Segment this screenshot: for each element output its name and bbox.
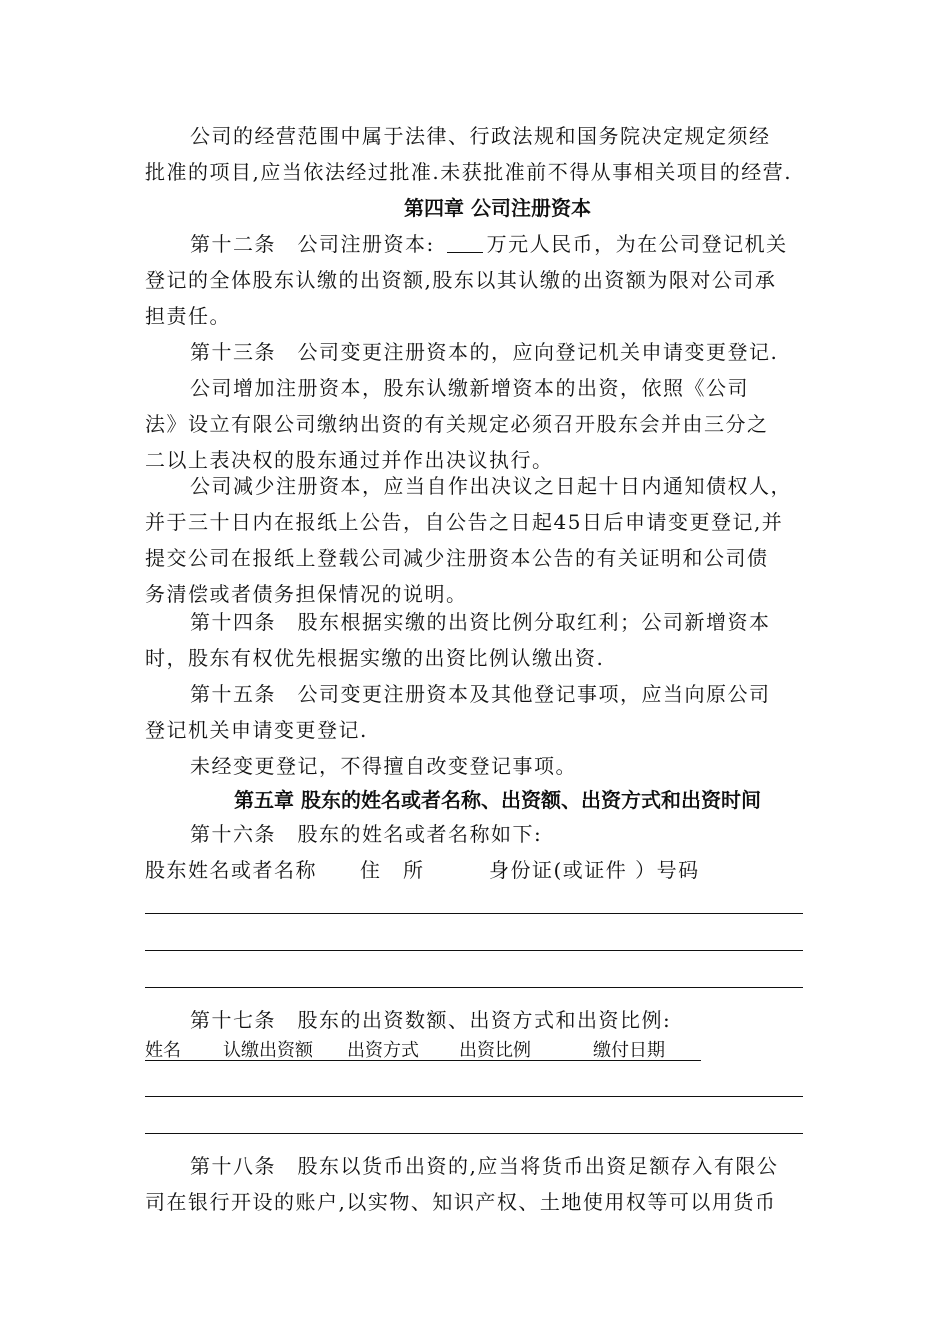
column-ratio: 出资比例 — [459, 1040, 531, 1061]
paragraph-line: 公司增加注册资本，股东认缴新增资本的出资，依照《公司 — [190, 376, 749, 400]
blank-line — [145, 1133, 803, 1134]
paragraph-line: 司在银行开设的账户,以实物、知识产权、土地使用权等可以用货币 — [145, 1190, 777, 1214]
article-12-label: 第十二条 公司注册资本: — [190, 232, 443, 256]
blank-line — [145, 1096, 803, 1097]
paragraph-line: 二以上表决权的股东通过并作出决议执行。 — [145, 448, 554, 472]
paragraph-line: 批准的项目,应当依法经过批准.未获批准前不得从事相关项目的经营. — [145, 160, 793, 184]
blank-line — [145, 913, 803, 914]
column-amount: 认缴出资额 — [223, 1040, 313, 1061]
blank-line — [145, 987, 803, 988]
article-18-line: 第十八条 股东以货币出资的,应当将货币出资足额存入有限公 — [190, 1154, 779, 1178]
paragraph-line: 公司的经营范围中属于法律、行政法规和国务院决定规定须经 — [190, 124, 771, 148]
chapter-5-title: 第五章 股东的姓名或者名称、出资额、出资方式和出资时间 — [234, 788, 761, 812]
article-12-text: 万元人民币，为在公司登记机关 — [486, 232, 788, 256]
paragraph-line: 担责任。 — [145, 304, 231, 328]
paragraph-line: 登记机关申请变更登记. — [145, 718, 368, 742]
paragraph-line: 时，股东有权优先根据实缴的出资比例认缴出资. — [145, 646, 605, 670]
shareholder-columns: 股东姓名或者名称 住 所 身份证(或证件 ）号码 — [145, 858, 700, 882]
header-underline — [145, 1060, 701, 1061]
chapter-4-title: 第四章 公司注册资本 — [404, 196, 591, 220]
column-date: 缴付日期 — [593, 1040, 665, 1061]
paragraph-line: 法》设立有限公司缴纳出资的有关规定必须召开股东会并由三分之 — [145, 412, 769, 436]
paragraph-line: 务清偿或者债务担保情况的说明。 — [145, 582, 468, 606]
paragraph-line: 公司减少注册资本，应当自作出决议之日起十日内通知债权人， — [190, 474, 792, 498]
column-method: 出资方式 — [347, 1040, 419, 1061]
paragraph-line: 未经变更登记，不得擅自改变登记事项。 — [190, 754, 577, 778]
article-16: 第十六条 股东的姓名或者名称如下: — [190, 822, 543, 846]
article-15-line: 第十五条 公司变更注册资本及其他登记事项，应当向原公司 — [190, 682, 771, 706]
article-17: 第十七条 股东的出资数额、出资方式和出资比例: — [190, 1008, 672, 1032]
blank-line — [145, 950, 803, 951]
blank-amount-field — [447, 232, 483, 253]
paragraph-line: 提交公司在报纸上登载公司减少注册资本公告的有关证明和公司债 — [145, 546, 769, 570]
article-14-line: 第十四条 股东根据实缴的出资比例分取红利；公司新增资本 — [190, 610, 771, 634]
article-12-line — [190, 226, 805, 262]
article-13: 第十三条 公司变更注册资本的，应向登记机关申请变更登记. — [190, 340, 779, 364]
paragraph-line: 并于三十日内在报纸上公告，自公告之日起45日后申请变更登记,并 — [145, 510, 784, 534]
paragraph-line: 登记的全体股东认缴的出资额,股东以其认缴的出资额为限对公司承 — [145, 268, 777, 292]
column-name: 姓名 — [145, 1040, 181, 1061]
